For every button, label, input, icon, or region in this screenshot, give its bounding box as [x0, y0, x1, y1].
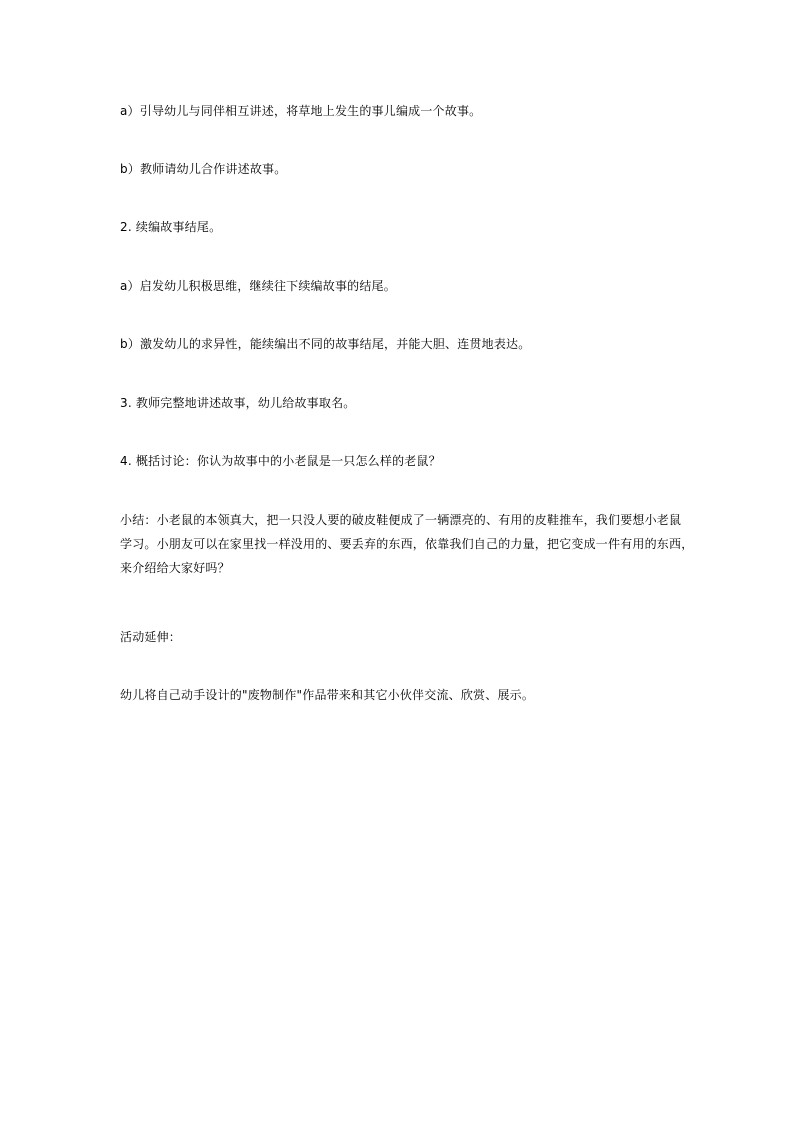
paragraph-step-4: 4. 概括讨论：你认为故事中的小老鼠是一只怎么样的老鼠？: [120, 454, 441, 468]
summary-line-2: 学习。小朋友可以在家里找一样没用的、要丢弃的东西，依靠我们自己的力量，把它变成一件有用的东西，: [120, 537, 694, 551]
paragraph-step-3: 3. 教师完整地讲述故事，幼儿给故事取名。: [120, 396, 356, 410]
summary-paragraph: [120, 508, 694, 580]
paragraph-b-cooperate: b）教师请幼儿合作讲述故事。: [120, 162, 287, 176]
summary-line-1: 小结：小老鼠的本领真大，把一只没人要的破皮鞋便成了一辆漂亮的、有用的皮鞋推车，我们要想小老鼠: [120, 513, 682, 527]
extension-heading: 活动延伸：: [120, 630, 182, 644]
paragraph-step-2: 2. 续编故事结尾。: [120, 220, 222, 234]
paragraph-a-retell: a）引导幼儿与同伴相互讲述，将草地上发生的事儿编成一个故事。: [120, 104, 482, 118]
summary-line-3: 来介绍给大家好吗？: [120, 561, 230, 575]
paragraph-b-stimulate: b）激发幼儿的求异性，能续编出不同的故事结尾，并能大胆、连贯地表达。: [120, 337, 531, 351]
paragraph-a-inspire: a）启发幼儿积极思维，继续往下续编故事的结尾。: [120, 279, 396, 293]
extension-text: 幼儿将自己动手设计的"废物制作"作品带来和其它小伙伴交流、欣赏、展示。: [120, 688, 535, 702]
